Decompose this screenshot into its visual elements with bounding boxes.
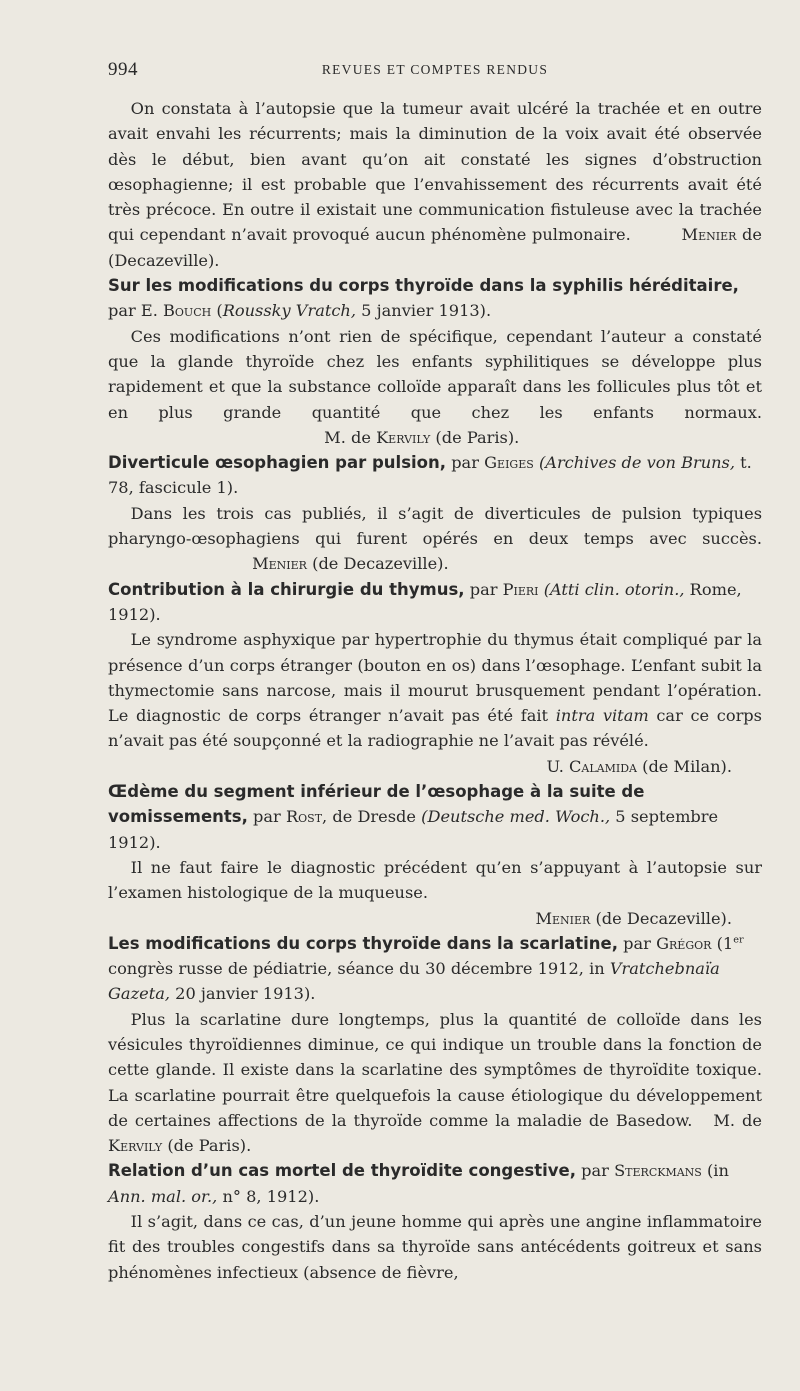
paragraph-italic: intra vitam	[555, 706, 649, 726]
author-name: Sterckmans	[614, 1161, 702, 1181]
signature-name: Menier	[252, 554, 307, 574]
signature-place: (de Decazeville).	[595, 908, 732, 928]
section-thymus-heading	[108, 577, 762, 628]
signature-place: de (Decazeville).	[108, 225, 762, 270]
section-thymus-body	[108, 627, 762, 753]
section-title: Contribution à la chirurgie du thymus,	[108, 579, 465, 599]
reference-open: (in	[706, 1161, 729, 1181]
paragraph-text-cont: car ce corps n’avait pas été soupçonné et la radiographie ne l’avait pas révélé.	[108, 706, 762, 751]
section-scarlatine-body	[108, 1007, 762, 1159]
signature-name: Kervily	[108, 1136, 163, 1156]
signature-place: (de Paris).	[435, 427, 520, 447]
paragraph-text: Dans les trois cas publiés, il s’agit de diverticules de pulsion typiques pharyngo-œsophagiens qui furent opérés en deux temps avec succès.	[108, 503, 762, 549]
signature-place: (de Paris).	[167, 1136, 252, 1156]
section-thyroidite-heading	[108, 1158, 762, 1209]
author-prefix: par	[469, 579, 498, 599]
author-name: Geiges	[484, 453, 534, 473]
intro-text: On constata à l’autopsie que la tumeur avait ulcéré la trachée et en outre avait envahi les récurrents; mais la diminution de la voix avait été observée dès le début, bien avant qu’on ait constaté les signes d’obstruction œsophagienne; il est probable que l’envahissement des récurrents avait été très précoce. En outre il existait une communication fistuleuse avec la trachée qui cependant n’avait provoqué aucun phénomène pulmonaire.	[108, 99, 762, 245]
signature-place: (de Decazeville).	[312, 554, 449, 574]
signature-prefix: M. de	[324, 427, 371, 447]
paragraph-text: Le syndrome asphyxique par hypertrophie du thymus était compliqué par la présence d’un corps étranger (bouton en os) dans l’œsophage. L’enfant subit la thymectomie sans narcose, mais il mourut brusquement pendant l’opération. Le diagnostic de corps étranger n’avait pas été fait	[108, 630, 762, 726]
signature-name: Menier	[535, 908, 591, 928]
header-title: REVUES ET COMPTES RENDUS	[321, 62, 549, 77]
signature-name: Calamida	[569, 756, 637, 776]
reference-date: 5 septembre 1912).	[108, 807, 719, 852]
section-syphilis-heading	[108, 273, 762, 324]
reference-date: Rome, 1912).	[108, 579, 742, 624]
reference-journal: Ann. mal. or.,	[108, 1186, 218, 1206]
section-title: Sur les modifications du corps thyroïde dans la syphilis héréditaire,	[108, 276, 739, 296]
section-title: Relation d’un cas mortel de thyroïdite congestive,	[108, 1161, 576, 1181]
reference-date: n° 8, 1912).	[222, 1186, 320, 1206]
author-prefix: par	[253, 807, 281, 827]
author-place: de Dresde	[332, 807, 416, 827]
section-title: Diverticule œsophagien par pulsion,	[108, 453, 447, 473]
paragraph-text: Il s’agit, dans ce cas, d’un jeune homme qui après une angine inflammatoire fit des troubles congestifs dans sa thyroïde sans antécédents goitreux et sans phénomènes infectieux (absence de fièvre,	[108, 1212, 762, 1282]
reference-date: 20 janvier 1913).	[175, 984, 316, 1004]
reference-date: 5 janvier 1913).	[361, 301, 492, 321]
section-oedeme-signature	[108, 906, 762, 931]
author-prefix: par E.	[108, 301, 158, 321]
signature-name: Menier	[681, 225, 737, 245]
author-prefix: par	[451, 453, 479, 473]
reference-sup: er	[733, 934, 744, 946]
paragraph-text: Ces modifications n’ont rien de spécifique, cependant l’auteur a constaté que la glande thyroïde chez les enfants syphilitiques se développe plus rapidement et que la substance colloïde apparaît dans les follicules plus tôt et en plus grande quantité que chez les enfants normaux.	[108, 326, 762, 422]
reference-open: (	[216, 301, 223, 321]
section-diverticule-body	[108, 501, 762, 577]
section-thyroidite-body	[108, 1209, 762, 1285]
author-name: Rost,	[285, 807, 328, 827]
signature-name: Kervily	[376, 427, 431, 447]
reference-open: (1	[716, 933, 734, 953]
reference-journal: Vratchebnaïa Gazeta,	[108, 959, 720, 1004]
author-prefix: par	[581, 1161, 609, 1181]
section-thymus-signature	[108, 754, 762, 779]
author-prefix: par	[623, 933, 651, 953]
section-oedeme-body	[108, 855, 762, 906]
reference-journal: (Archives de von Bruns,	[538, 453, 736, 473]
section-syphilis-body	[108, 324, 762, 450]
reference-date: t. 78, fascicule 1).	[108, 453, 752, 498]
article-body	[108, 96, 762, 1285]
signature	[108, 428, 519, 447]
signature-place: (de Milan).	[642, 756, 732, 776]
intro-paragraph	[108, 96, 762, 273]
section-title: Les modifications du corps thyroïde dans la scarlatine,	[108, 933, 619, 953]
paragraph-text: Plus la scarlatine dure longtemps, plus la quantité de colloïde dans les vésicules thyroïdiennes diminue, ce qui indique un trouble dans la fonction de cette glande. Il existe dans la scarlatine des symptômes de thyroïdite toxique. La scarlatine pourrait être quelquefois la cause étiologique du développement de certaines affections de la thyroïde comme la maladie de Basedow.	[108, 1009, 762, 1130]
section-oedeme-heading	[108, 779, 762, 855]
section-scarlatine-heading	[108, 931, 762, 1007]
section-diverticule-heading	[108, 450, 762, 501]
running-header	[108, 56, 762, 96]
author-name: Grégor	[656, 933, 712, 953]
signature-prefix: M. de	[713, 1110, 762, 1130]
section-title: Œdème du segment inférieur de l’œsophage à la suite de vomissements,	[108, 782, 645, 827]
signature	[108, 554, 449, 573]
reference-journal: (Deutsche med. Woch.,	[421, 807, 611, 827]
paragraph-text: Il ne faut faire le diagnostic précédent qu’en s’appuyant à l’autopsie sur l’examen histologique de la muqueuse.	[108, 857, 762, 903]
reference-journal: (Atti clin. otorin.,	[543, 579, 685, 599]
signature-prefix: U.	[546, 756, 564, 776]
author-name: Pieri	[502, 579, 539, 599]
author-name: Bouch	[163, 301, 212, 321]
reference-congress: congrès russe de pédiatrie, séance du 30 décembre 1912, in	[108, 959, 605, 979]
reference-journal: Roussky Vratch,	[222, 301, 356, 321]
page-number: 994	[108, 59, 138, 80]
